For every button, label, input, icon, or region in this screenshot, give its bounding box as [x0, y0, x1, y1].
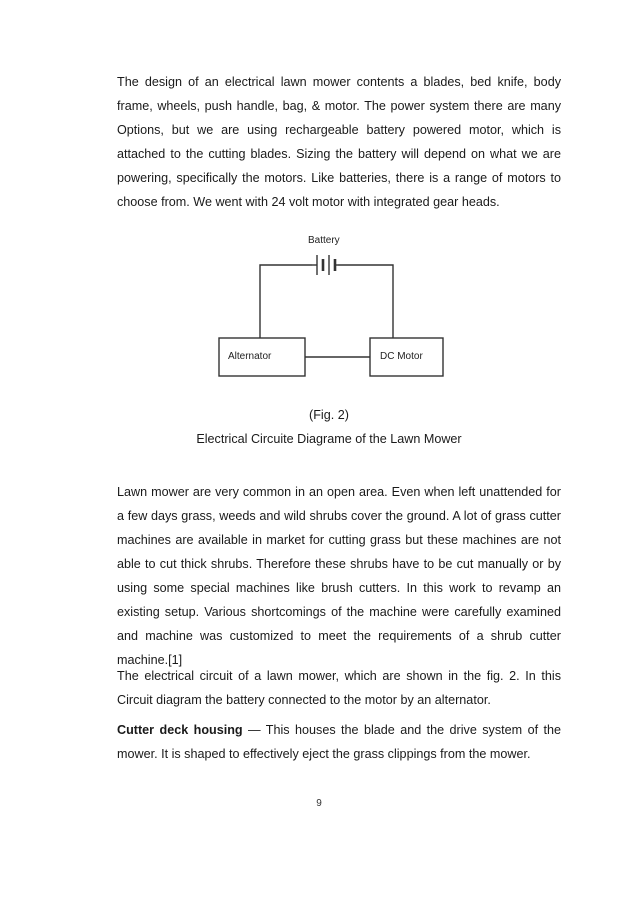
circuit-diagram	[200, 228, 450, 388]
battery-symbol	[312, 255, 338, 275]
figure-number: (Fig. 2)	[309, 408, 349, 422]
paragraph-intro: The design of an electrical lawn mower contents a blades, bed knife, body frame, wheels, push handle, bag, & motor. The power system there are many Options, but we are using rechargeable battery powered motor, which is attached to the cutting blades. Sizing the battery will depend on what we are powering, specifically the motors. Like batteries, there is a range of motors to choose from. We went with 24 volt motor with integrated gear heads.	[117, 75, 561, 209]
wire-left	[260, 265, 312, 340]
alternator-label: Alternator	[228, 351, 272, 362]
wire-right	[338, 265, 393, 340]
dc-motor-label: DC Motor	[380, 351, 423, 362]
battery-label: Battery	[308, 235, 340, 246]
paragraph-cutter-deck	[117, 718, 561, 766]
cutter-deck-term: Cutter deck housing	[117, 723, 243, 737]
page-number: 9	[316, 798, 322, 809]
cutter-deck-description: — This houses the blade and the drive system of the mower. It is shaped to effectively eject the grass clippings from the mower.	[117, 723, 561, 761]
figure-title: Electrical Circuite Diagrame of the Lawn Mower	[196, 432, 462, 446]
paragraph-circuit: The electrical circuit of a lawn mower, which are shown in the fig. 2. In this Circuit diagram the battery connected to the motor by an alternator.	[117, 669, 561, 707]
paragraph-lawn-mower: Lawn mower are very common in an open area. Even when left unattended for a few days grass, weeds and wild shrubs cover the ground. A lot of grass cutter machines are available in market for cutting grass but these machines are not able to cut thick shrubs. Therefore these shrubs have to be cut manually or by using some special machines like brush cutters. In this work to revamp an existing setup. Various shortcomings of the machine were carefully examined and machine was customized to meet the requirements of a shrub cutter machine.[1]	[117, 485, 561, 667]
